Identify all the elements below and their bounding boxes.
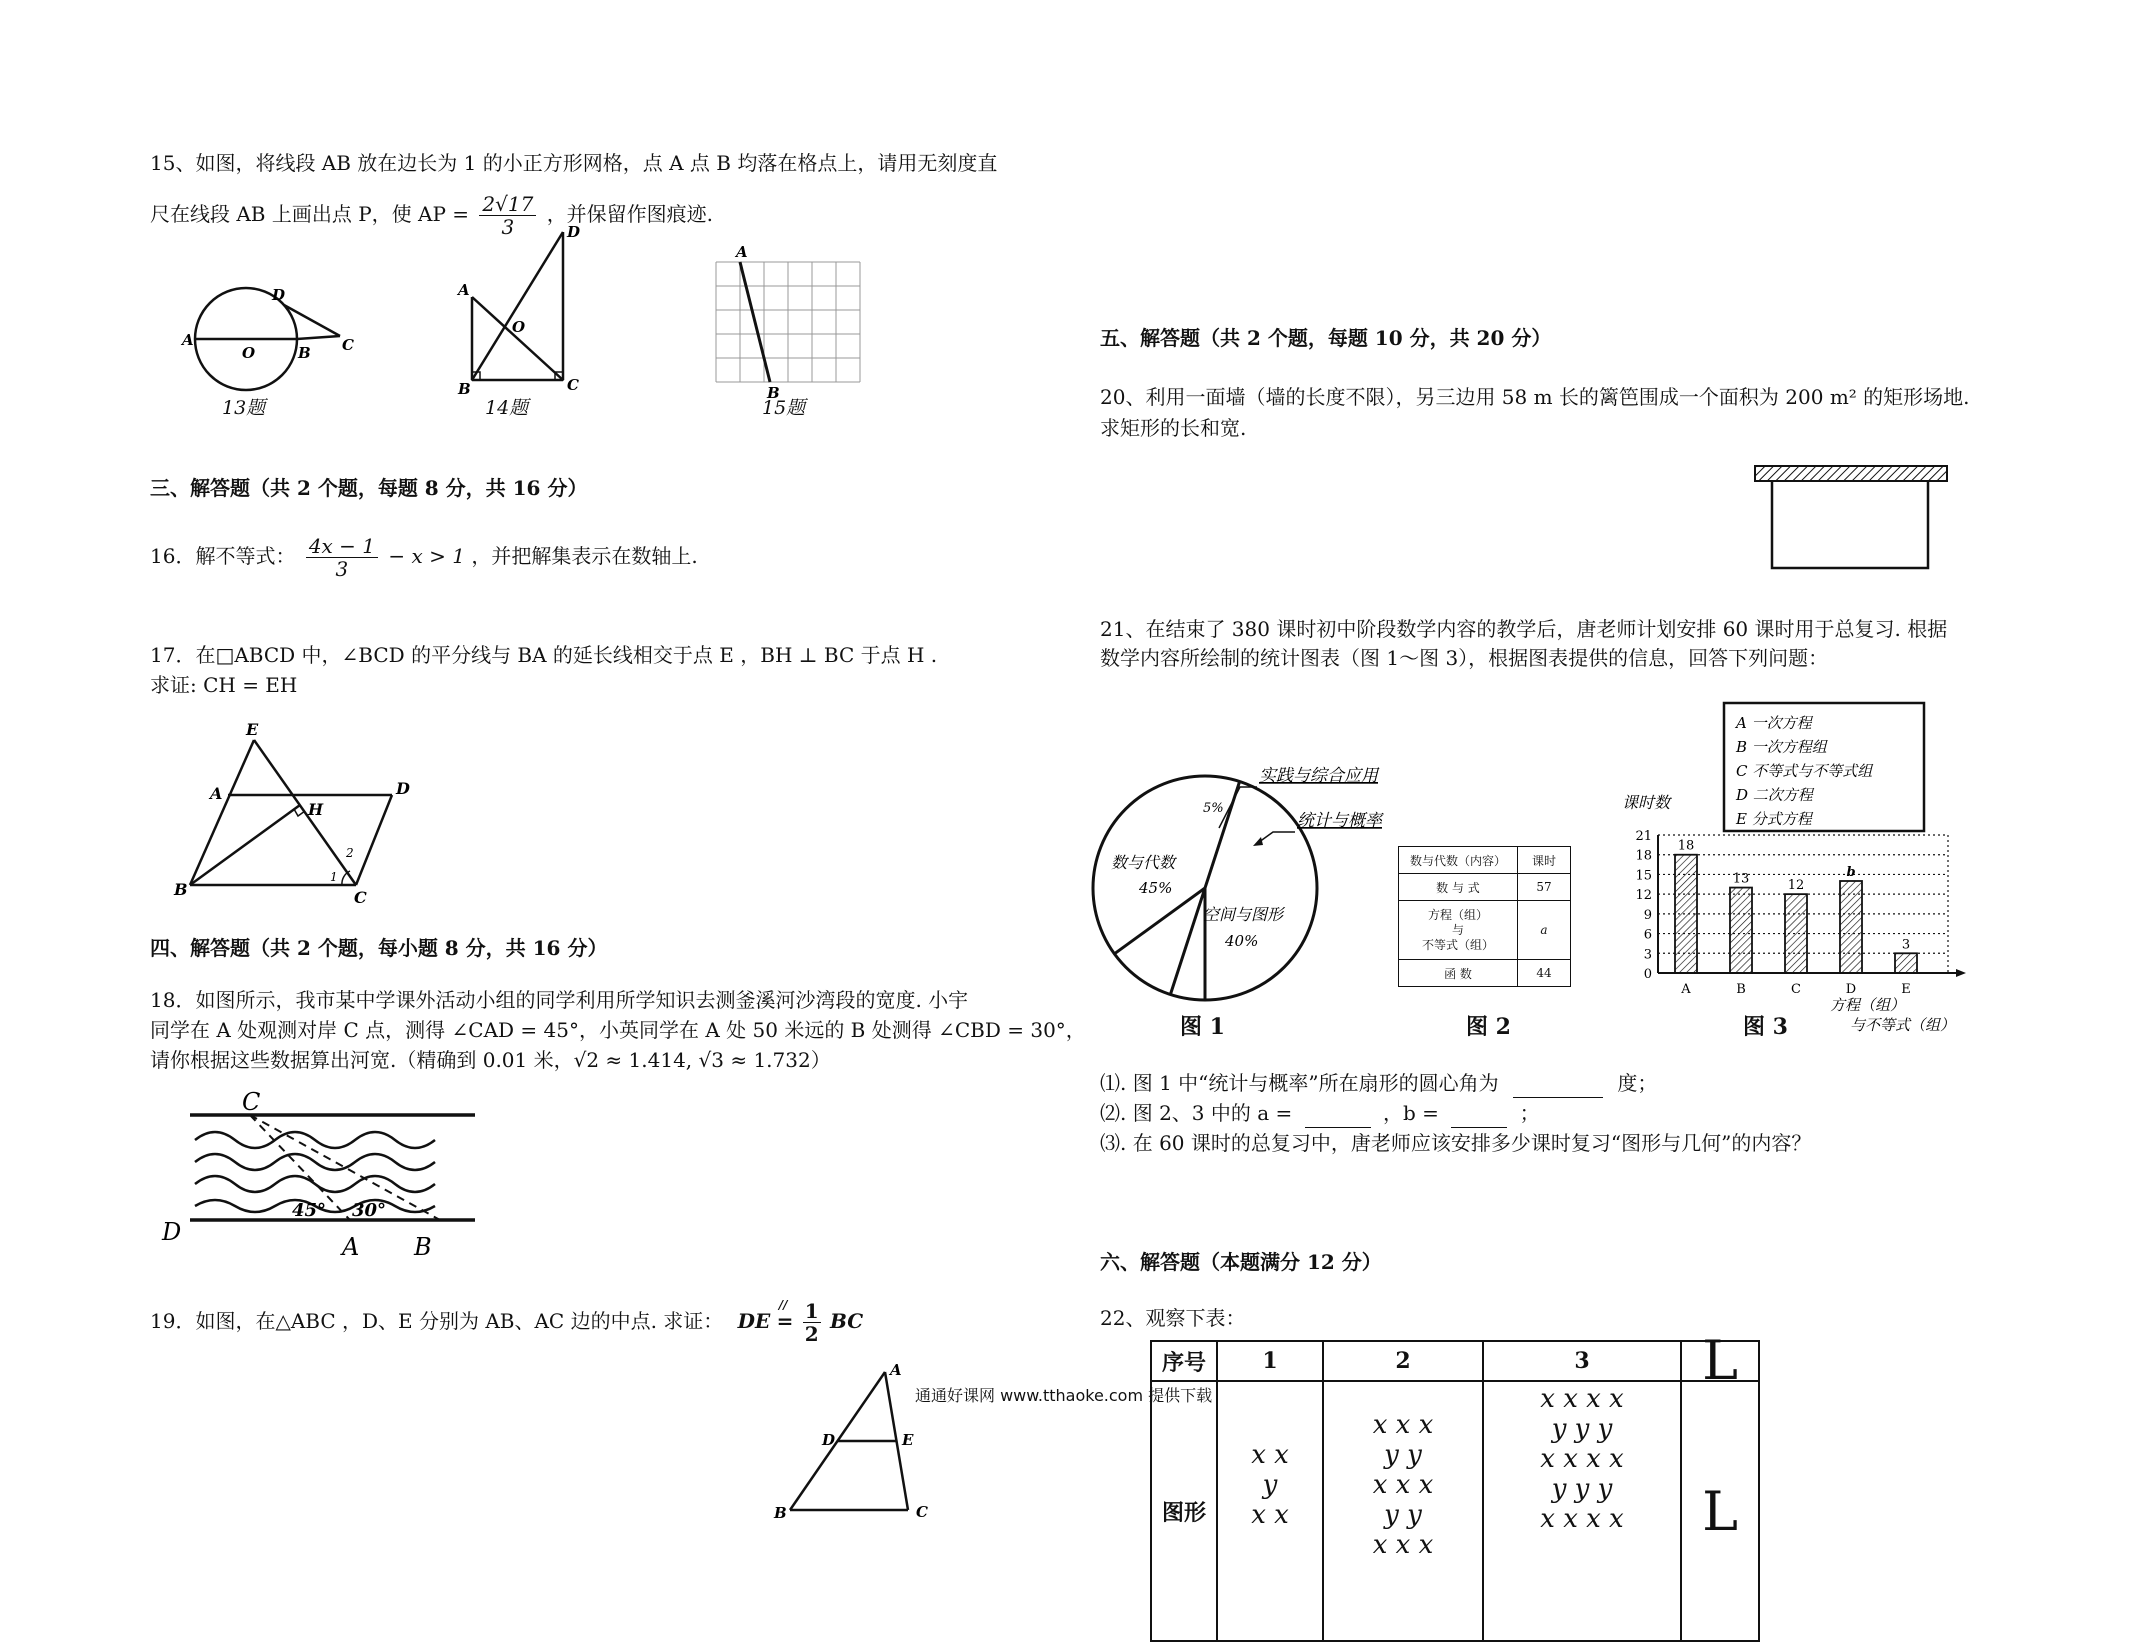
- q18-line1: 18．如图所示，我市某中学课外活动小组的同学利用所学知识去测釜溪河沙湾段的宽度. 小宇: [150, 988, 969, 1012]
- q20-wall: [1755, 466, 1947, 481]
- q21-sub1: [1100, 1068, 1657, 1098]
- fig19-label-b: B: [774, 1504, 787, 1522]
- q21-sub1-pre: ⑴. 图 1 中“统计与概率”所在扇形的圆心角为: [1100, 1071, 1499, 1095]
- bar-y-tick-label: 12: [1635, 888, 1652, 904]
- bar-value-label-A: 18: [1677, 838, 1695, 854]
- pie-label-number-algebra: 数与代数: [1111, 853, 1176, 872]
- fig13-label-d: D: [272, 286, 286, 304]
- figure-3-bar-chart: [1610, 695, 2000, 1040]
- fig17-label-e: E: [246, 720, 259, 739]
- pattern-cell-2-line5: x x x: [1372, 1530, 1434, 1560]
- fig14-label-c: C: [567, 376, 579, 394]
- pie-slice-boundary-3: [1170, 888, 1205, 995]
- pattern-cell-3-line1: x x x x: [1540, 1384, 1624, 1414]
- q16-post: ，并把解集表示在数轴上.: [471, 544, 698, 568]
- q18-line2: 同学在 A 处观测对岸 C 点，测得 ∠CAD = 45°，小英同学在 A 处 50 米远的 B 处测得 ∠CBD = 30°，: [150, 1018, 1086, 1042]
- q21-sub2-pre: ⑵. 图 2、3 中的 a =: [1100, 1101, 1293, 1125]
- q19-formula-left: DE: [737, 1309, 771, 1333]
- figure-2-table: [1398, 846, 1571, 987]
- small-table-row3-value: 44: [1518, 960, 1571, 987]
- small-table-row1-label: 数 与 式: [1399, 874, 1518, 901]
- fig15-label-a: A: [736, 243, 748, 261]
- bar-y-tick-label: 21: [1635, 829, 1652, 844]
- q21-sub2-post: ；: [1519, 1101, 1540, 1125]
- fig19-label-d: D: [822, 1431, 836, 1449]
- fig13-label-o: O: [242, 344, 256, 362]
- bar-value-label-E: 3: [1901, 937, 1911, 953]
- bar-y-tick-label: 9: [1643, 907, 1652, 923]
- pattern-cell-1-line2: y: [1262, 1470, 1278, 1500]
- bar-x-axis-arrow: [1956, 969, 1966, 977]
- bar-legend-item-3: C 不等式与不等式组: [1736, 762, 1873, 780]
- q15-frac-num: 2√17: [479, 193, 536, 216]
- watermark: 通通好课网 www.tthaoke.com 提供下载: [915, 1386, 1213, 1405]
- bar-y-axis-title: 课时数: [1622, 793, 1671, 812]
- caption-14: 14题: [485, 397, 529, 419]
- bar-y-tick-label: 3: [1643, 947, 1652, 963]
- q16-pre: 16．解不等式：: [150, 544, 296, 568]
- bar-y-tick-label: 0: [1643, 967, 1652, 982]
- section-6-heading: 六、解答题（本题满分 12 分）: [1100, 1250, 1382, 1274]
- fig17-label-d: D: [396, 779, 410, 798]
- bar-legend-item-5: E 分式方程: [1736, 810, 1812, 828]
- bar-legend-item-1: A 一次方程: [1736, 714, 1812, 732]
- q22-pattern-table-wrap: [1150, 1329, 1770, 1560]
- figure-1-pie-chart: [1085, 760, 1405, 1010]
- q16-frac-num: 4x − 1: [306, 535, 378, 558]
- small-table-row3-label: 函 数: [1399, 960, 1518, 987]
- pie-label-space-shape: 空间与图形: [1203, 905, 1284, 924]
- fig15-gridlines: [716, 262, 860, 382]
- q18-line3: 请你根据这些数据算出河宽.（精确到 0.01 米，√2 ≈ 1.414, √3 ≈ 1.732）: [150, 1048, 831, 1072]
- fig19-label-a: A: [890, 1361, 902, 1379]
- small-table-header-hours: 课时: [1518, 847, 1571, 874]
- bar-legend-item-2: B 一次方程组: [1736, 738, 1827, 756]
- q19-pre: 19．如图，在△ABC ，D、E 分别为 AB、AC 边的中点. 求证：: [150, 1309, 724, 1333]
- figure-14: [450, 222, 600, 402]
- fig15-label-b: B: [767, 384, 780, 402]
- figure-13: [170, 270, 370, 430]
- pie-callout-arrow: [1253, 837, 1263, 846]
- fig15-segment-ab: [740, 262, 770, 382]
- caption-15: 15题: [762, 397, 806, 419]
- q15-line2-post: ，并保留作图痕迹.: [546, 202, 714, 226]
- pattern-cell-2-line1: x x x: [1372, 1410, 1434, 1440]
- fig17-label-c: C: [354, 888, 367, 907]
- fig18-angle-45: 45°: [292, 1200, 327, 1221]
- pie-callout-practice-line: [1219, 787, 1257, 828]
- pattern-cell-3-line4: y y y: [1551, 1474, 1613, 1504]
- fig18-label-d: D: [162, 1218, 182, 1246]
- section-3-heading: 三、解答题（共 2 个题，每题 8 分，共 16 分）: [150, 476, 588, 500]
- fig13-label-c: C: [342, 336, 354, 354]
- pattern-cell-1: [1217, 1381, 1323, 1641]
- pattern-cell-2-line3: x x x: [1372, 1470, 1434, 1500]
- fig13-bc-line: [297, 336, 340, 339]
- q21-line1: 21、在结束了 380 课时初中阶段数学内容的教学后，唐老师计划安排 60 课时用于总复习. 根据: [1100, 617, 1948, 641]
- bar-x-tick-label-A: A: [1681, 982, 1691, 997]
- section-4-heading: 四、解答题（共 2 个题，每小题 8 分，共 16 分）: [150, 936, 608, 960]
- pattern-cell-3-line2: y y y: [1551, 1414, 1613, 1444]
- fig17-label-angle1: 1: [330, 870, 338, 884]
- q19-frac-num: 1: [804, 1299, 819, 1323]
- fig14-bd: [472, 232, 563, 380]
- q21-sub2: [1100, 1098, 1540, 1128]
- pie-callout-practice: 实践与综合应用: [1259, 766, 1378, 786]
- q16-fraction: [306, 535, 378, 580]
- fig17-dc: [356, 795, 392, 885]
- fig14-label-d: D: [567, 223, 581, 241]
- q21-sub2-mid: ，b =: [1383, 1101, 1439, 1125]
- pattern-col-3: 3: [1483, 1341, 1681, 1381]
- q20-diagram: [1745, 460, 1950, 575]
- fig13-label-b: B: [298, 344, 311, 362]
- q19-formula-sym: =: [776, 1309, 794, 1333]
- q20-fence: [1772, 481, 1928, 568]
- q21-sub3: ⑶. 在 60 课时的总复习中，唐老师应该安排多少课时复习“图形与几何”的内容？: [1100, 1131, 1812, 1155]
- pattern-header-label: 序号: [1151, 1341, 1217, 1381]
- fig14-label-b: B: [458, 380, 471, 398]
- small-table-row2-line2: 与: [1451, 922, 1464, 937]
- fig14-label-a: A: [458, 281, 470, 299]
- section-5-heading: 五、解答题（共 2 个题，每题 10 分，共 20 分）: [1100, 326, 1552, 350]
- pattern-col-2: 2: [1323, 1341, 1483, 1381]
- q19: [150, 1300, 863, 1345]
- pattern-cell-3-line5: x x x x: [1540, 1504, 1624, 1534]
- pattern-row-label: 图形: [1151, 1381, 1217, 1641]
- q19-fraction: [803, 1300, 821, 1345]
- small-table-row1-value: 57: [1518, 874, 1571, 901]
- figure-1-label: 图 1: [1180, 1014, 1225, 1040]
- pie-pct-practice: 5%: [1203, 801, 1224, 816]
- fig14-label-o: O: [512, 318, 526, 336]
- fig19-label-c: C: [916, 1503, 928, 1521]
- pattern-col-ellipsis: L: [1681, 1341, 1759, 1381]
- q17-line1: 17．在□ABCD 中，∠BCD 的平分线与 BA 的延长线相交于点 E ，BH ⊥ BC 于点 H .: [150, 643, 938, 667]
- fig17-label-b: B: [174, 880, 188, 899]
- fig18-label-c: C: [242, 1088, 261, 1116]
- pattern-cell-2-line2: y y: [1384, 1440, 1422, 1470]
- bar-x-caption-line2: 与不等式（组）: [1850, 1016, 1956, 1034]
- bar-legend-item-4: D 二次方程: [1736, 786, 1813, 804]
- q19-formula-parallel-mark: //: [778, 1298, 788, 1312]
- bar-y-tick-label: 15: [1635, 868, 1652, 884]
- bar-value-label-B: 13: [1732, 871, 1750, 887]
- small-table-row2-value: a: [1518, 901, 1571, 960]
- figure-3-label: 图 3: [1743, 1014, 1788, 1040]
- q20-line2: 求矩形的长和宽.: [1100, 416, 1247, 440]
- pattern-cell-3-line3: x x x x: [1540, 1444, 1624, 1474]
- fig18-label-a: A: [342, 1233, 360, 1261]
- bar-x-tick-label-D: D: [1845, 982, 1857, 997]
- bar-B: [1730, 888, 1752, 973]
- pattern-cell-3: [1483, 1381, 1681, 1641]
- q15-line2-pre: 尺在线段 AB 上画出点 P，使 AP =: [150, 202, 470, 226]
- pattern-cell-ellipsis: L: [1681, 1381, 1759, 1641]
- fig19-label-e: E: [902, 1431, 914, 1449]
- fig17-ec: [254, 740, 356, 885]
- small-table-row2-line1: 方程（组）: [1427, 907, 1488, 922]
- q15-frac-den: 3: [501, 215, 515, 239]
- q22-intro: 22、观察下表：: [1100, 1306, 1246, 1330]
- bar-x-tick-label-E: E: [1901, 982, 1911, 997]
- pie-pct-number-algebra: 45%: [1139, 879, 1173, 897]
- bar-y-tick-label: 6: [1643, 927, 1652, 943]
- q20-line1: 20、利用一面墙（墙的长度不限），另三边用 58 m 长的篱笆围成一个面积为 200 m² 的矩形场地.: [1100, 385, 1970, 409]
- fig14-ac: [472, 297, 563, 380]
- small-table-header-content: 数与代数（内容）: [1399, 847, 1518, 874]
- bar-x-tick-label-B: B: [1736, 982, 1746, 997]
- bar-y-tick-label: 18: [1635, 848, 1652, 864]
- q19-formula-equals: [776, 1298, 794, 1336]
- q19-formula-right: BC: [830, 1309, 864, 1333]
- q21-sub1-post: 度；: [1617, 1071, 1658, 1095]
- bar-value-label-C: 12: [1787, 878, 1805, 894]
- small-table-row2-line3: 不等式（组）: [1421, 937, 1494, 952]
- q16-frac-den: 3: [335, 557, 349, 581]
- fig13-label-a: A: [182, 331, 194, 349]
- bar-value-label-D: b: [1846, 865, 1856, 880]
- q16-mid: − x > 1: [388, 544, 465, 568]
- q17-line2: 求证: CH = EH: [150, 673, 298, 697]
- fig17-label-angle2: 2: [346, 846, 354, 860]
- pie-pct-space-shape: 40%: [1225, 932, 1259, 950]
- pattern-cell-2-line4: y y: [1384, 1500, 1422, 1530]
- bar-x-tick-label-C: C: [1791, 982, 1801, 997]
- pie-slice-boundary-4: [1114, 888, 1205, 954]
- q22-pattern-table: [1150, 1329, 1760, 1642]
- fig18-label-b: B: [414, 1233, 432, 1261]
- fig18-angle-30: 30°: [352, 1200, 387, 1221]
- pattern-cell-2: [1323, 1381, 1483, 1641]
- figure-15-grid: [700, 240, 880, 400]
- bar-A: [1675, 855, 1697, 973]
- pattern-cell-1-line3: x x: [1251, 1500, 1289, 1530]
- caption-13: 13题: [222, 397, 266, 419]
- q15-line1: 15、如图，将线段 AB 放在边长为 1 的小正方形网格，点 A 点 B 均落在格点上，请用无刻度直: [150, 151, 998, 175]
- pattern-cell-1-line1: x x: [1251, 1440, 1289, 1470]
- figure-2-label: 图 2: [1466, 1014, 1511, 1040]
- bar-x-caption-line1: 方程（组）: [1830, 996, 1906, 1014]
- pie-callout-statistics: 统计与概率: [1297, 811, 1382, 831]
- pattern-col-1: 1: [1217, 1341, 1323, 1381]
- q16: [150, 535, 698, 580]
- bar-D: [1840, 881, 1862, 973]
- figure-18-river: [150, 1090, 490, 1260]
- small-table-row2-label: [1399, 901, 1518, 960]
- fig17-label-h: H: [308, 800, 324, 819]
- fig17-label-a: A: [210, 784, 223, 803]
- q19-frac-den: 2: [804, 1322, 819, 1346]
- q21-line2: 数学内容所绘制的统计图表（图 1～图 3），根据图表提供的信息，回答下列问题：: [1100, 646, 1829, 670]
- bar-C: [1785, 894, 1807, 973]
- q15-line2: [150, 193, 713, 238]
- figure-17: [170, 715, 420, 907]
- bar-E: [1895, 953, 1917, 973]
